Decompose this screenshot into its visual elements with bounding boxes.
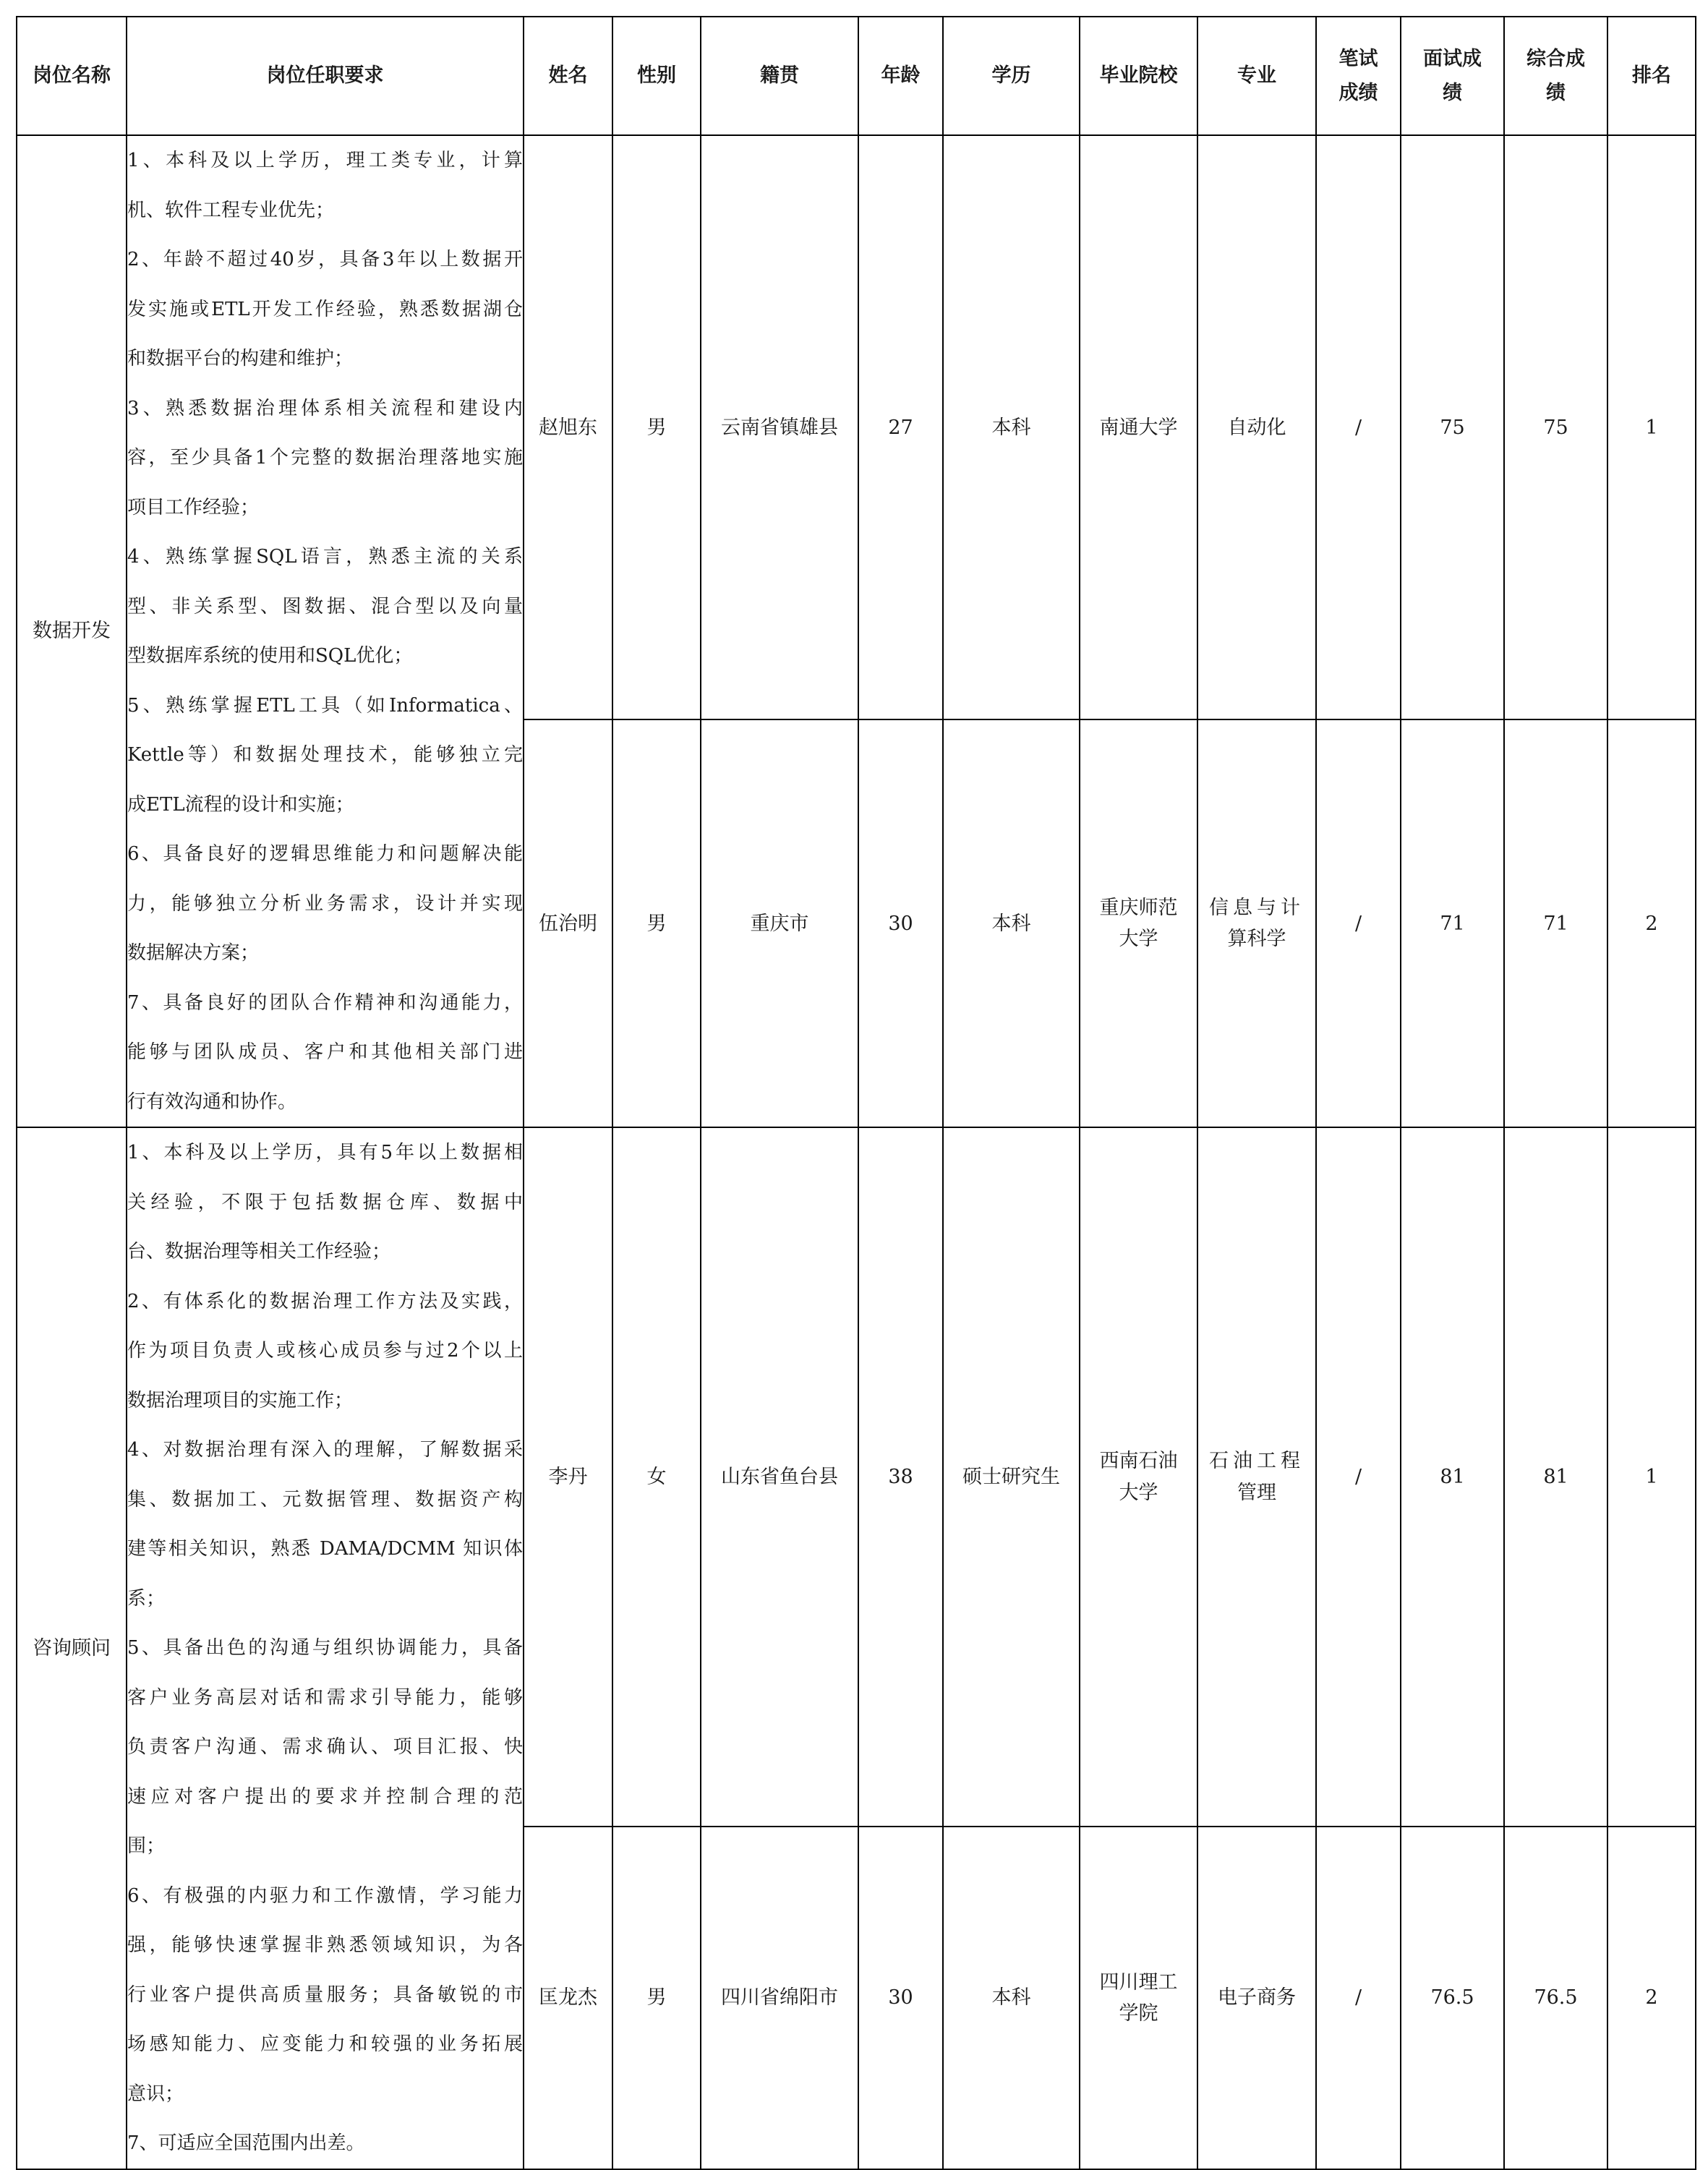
candidate-interview-score: 75 xyxy=(1401,135,1504,719)
requirement-line: 力，能够独立分析业务需求，设计并实现 xyxy=(127,892,523,915)
header-origin: 籍贯 xyxy=(701,17,858,135)
requirement-line: 建等相关知识，熟悉 DAMA/DCMM 知识体 xyxy=(127,1538,523,1560)
major-line1: 自动化 xyxy=(1227,416,1286,439)
requirement-line: 数据治理项目的实施工作； xyxy=(127,1389,354,1411)
requirements-cell xyxy=(127,135,524,1127)
school-line2: 大学 xyxy=(1119,928,1158,951)
major-line1: 电子商务 xyxy=(1218,1986,1296,2009)
candidate-rank: 2 xyxy=(1607,719,1696,1127)
candidate-gender: 男 xyxy=(612,135,701,719)
candidate-major xyxy=(1197,1127,1316,1827)
requirement-line: 1、本科及以上学历，理工类专业，计算 xyxy=(127,150,523,171)
requirement-line: 客户业务高层对话和需求引导能力，能够 xyxy=(127,1686,523,1709)
requirement-line: 行业客户提供高质量服务；具备敏锐的市 xyxy=(127,1983,523,2006)
candidate-major xyxy=(1197,719,1316,1127)
candidate-written-score: / xyxy=(1316,1827,1401,2169)
major-line2: 算科学 xyxy=(1227,928,1286,951)
requirement-line: 2、有体系化的数据治理工作方法及实践， xyxy=(127,1290,523,1312)
candidate-school xyxy=(1080,719,1197,1127)
candidate-gender: 男 xyxy=(612,1827,701,2169)
major-line1: 石油工程 xyxy=(1209,1450,1305,1473)
requirement-line: 6、有极强的内驱力和工作激情，学习能力 xyxy=(127,1884,523,1907)
candidate-school xyxy=(1080,135,1197,719)
candidate-origin: 重庆市 xyxy=(701,719,858,1127)
header-row xyxy=(17,17,1696,135)
requirement-line: 成ETL流程的设计和实施； xyxy=(127,793,354,816)
header-education: 学历 xyxy=(943,17,1080,135)
requirement-line: 强，能够快速掌握非熟悉领域知识，为各 xyxy=(127,1934,523,1956)
requirement-line: 系； xyxy=(127,1587,166,1610)
candidate-rank: 2 xyxy=(1607,1827,1696,2169)
table-row xyxy=(17,1127,1696,1827)
candidate-name: 匡龙杰 xyxy=(524,1827,612,2169)
candidate-age: 30 xyxy=(858,719,943,1127)
candidate-major xyxy=(1197,135,1316,719)
school-line2: 大学 xyxy=(1119,1481,1158,1504)
position-cell: 数据开发 xyxy=(17,135,127,1127)
header-major: 专业 xyxy=(1197,17,1316,135)
requirement-line: 6、具备良好的逻辑思维能力和问题解决能 xyxy=(127,843,523,865)
requirement-line: 3、熟悉数据治理体系相关流程和建设内 xyxy=(127,397,523,419)
requirement-line: 型、非关系型、图数据、混合型以及向量 xyxy=(127,595,523,618)
candidate-school xyxy=(1080,1127,1197,1827)
candidate-major xyxy=(1197,1827,1316,2169)
requirement-line: 行有效沟通和协作。 xyxy=(127,1090,297,1113)
requirement-line: 型数据库系统的使用和SQL优化； xyxy=(127,645,413,667)
school-line2: 学院 xyxy=(1119,2002,1158,2025)
requirement-line: 7、具备良好的团队合作精神和沟通能力， xyxy=(127,991,523,1014)
school-line1: 四川理工 xyxy=(1099,1970,1178,1994)
table-row xyxy=(17,135,1696,719)
requirement-line: 作为项目负责人或核心成员参与过2个以上 xyxy=(127,1340,523,1362)
requirement-line: 1、本科及以上学历，具有5年以上数据相 xyxy=(127,1142,523,1163)
candidate-total-score: 81 xyxy=(1504,1127,1607,1827)
requirements-cell xyxy=(127,1127,524,2169)
requirement-line: 容，至少具备1个完整的数据治理落地实施 xyxy=(127,447,523,469)
header-name: 姓名 xyxy=(524,17,612,135)
candidate-interview-score: 76.5 xyxy=(1401,1827,1504,2169)
major-line1: 信息与计 xyxy=(1209,896,1305,919)
candidate-education: 本科 xyxy=(943,135,1080,719)
header-total-line2: 绩 xyxy=(1546,82,1566,104)
requirement-line: Kettle等）和数据处理技术，能够独立完 xyxy=(127,744,523,766)
requirement-line: 发实施或ETL开发工作经验，熟悉数据湖仓 xyxy=(127,298,523,320)
header-written-score xyxy=(1316,17,1401,135)
candidate-origin: 山东省鱼台县 xyxy=(701,1127,858,1827)
requirement-line: 2、年龄不超过40岁，具备3年以上数据开 xyxy=(127,249,523,270)
requirement-line: 和数据平台的构建和维护； xyxy=(127,348,354,370)
requirement-line: 项目工作经验； xyxy=(127,496,260,518)
header-total-line1: 综合成 xyxy=(1526,47,1585,70)
requirement-line: 围； xyxy=(127,1835,166,1857)
candidate-age: 27 xyxy=(858,135,943,719)
requirement-line: 场感知能力、应变能力和较强的业务拓展 xyxy=(127,2033,523,2055)
requirement-line: 7、可适应全国范围内出差。 xyxy=(127,2132,365,2154)
requirement-line: 集、数据加工、元数据管理、数据资产构 xyxy=(127,1488,523,1511)
candidate-total-score: 76.5 xyxy=(1504,1827,1607,2169)
candidate-rank: 1 xyxy=(1607,1127,1696,1827)
candidate-written-score: / xyxy=(1316,135,1401,719)
candidate-education: 本科 xyxy=(943,719,1080,1127)
header-rank: 排名 xyxy=(1607,17,1696,135)
candidate-age: 38 xyxy=(858,1127,943,1827)
header-written-line1: 笔试 xyxy=(1338,47,1378,70)
candidate-name: 赵旭东 xyxy=(524,135,612,719)
results-table xyxy=(16,16,1696,2170)
candidate-school xyxy=(1080,1827,1197,2169)
header-age: 年龄 xyxy=(858,17,943,135)
candidate-written-score: / xyxy=(1316,719,1401,1127)
requirement-line: 5、熟练掌握ETL工具（如Informatica、 xyxy=(127,694,523,717)
header-interview-line2: 绩 xyxy=(1443,82,1462,104)
school-line1: 西南石油 xyxy=(1099,1450,1178,1473)
header-written-line2: 成绩 xyxy=(1338,82,1378,104)
candidate-gender: 女 xyxy=(612,1127,701,1827)
requirements-text xyxy=(127,136,523,1127)
requirement-line: 速应对客户提出的要求并控制合理的范 xyxy=(127,1785,523,1808)
requirement-line: 5、具备出色的沟通与组织协调能力，具备 xyxy=(127,1637,523,1659)
header-total-score xyxy=(1504,17,1607,135)
header-interview-score xyxy=(1401,17,1504,135)
candidate-name: 李丹 xyxy=(524,1127,612,1827)
position-cell: 咨询顾问 xyxy=(17,1127,127,2169)
requirement-line: 台、数据治理等相关工作经验； xyxy=(127,1241,391,1263)
header-interview-line1: 面试成 xyxy=(1423,47,1482,70)
candidate-origin: 四川省绵阳市 xyxy=(701,1827,858,2169)
school-line1: 重庆师范 xyxy=(1099,896,1178,919)
school-line1: 南通大学 xyxy=(1099,416,1178,439)
candidate-education: 硕士研究生 xyxy=(943,1127,1080,1827)
header-gender: 性别 xyxy=(612,17,701,135)
header-requirements: 岗位任职要求 xyxy=(127,17,524,135)
requirement-line: 负责客户沟通、需求确认、项目汇报、快 xyxy=(127,1736,523,1758)
requirement-line: 4、对数据治理有深入的理解，了解数据采 xyxy=(127,1439,523,1461)
candidate-name: 伍治明 xyxy=(524,719,612,1127)
candidate-education: 本科 xyxy=(943,1827,1080,2169)
requirement-line: 意识； xyxy=(127,2083,184,2105)
requirement-line: 关经验，不限于包括数据仓库、数据中 xyxy=(127,1191,523,1213)
candidate-origin: 云南省镇雄县 xyxy=(701,135,858,719)
requirement-line: 能够与团队成员、客户和其他相关部门进 xyxy=(127,1041,523,1063)
requirement-line: 4、熟练掌握SQL语言，熟悉主流的关系 xyxy=(127,546,523,568)
header-school: 毕业院校 xyxy=(1080,17,1197,135)
candidate-age: 30 xyxy=(858,1827,943,2169)
major-line2: 管理 xyxy=(1237,1481,1276,1504)
candidate-total-score: 71 xyxy=(1504,719,1607,1127)
candidate-total-score: 75 xyxy=(1504,135,1607,719)
header-position: 岗位名称 xyxy=(17,17,127,135)
requirement-line: 数据解决方案； xyxy=(127,942,260,964)
candidate-interview-score: 71 xyxy=(1401,719,1504,1127)
candidate-interview-score: 81 xyxy=(1401,1127,1504,1827)
candidate-rank: 1 xyxy=(1607,135,1696,719)
candidate-written-score: / xyxy=(1316,1127,1401,1827)
candidate-gender: 男 xyxy=(612,719,701,1127)
requirement-line: 机、软件工程专业优先； xyxy=(127,199,335,221)
requirements-text xyxy=(127,1128,523,2169)
